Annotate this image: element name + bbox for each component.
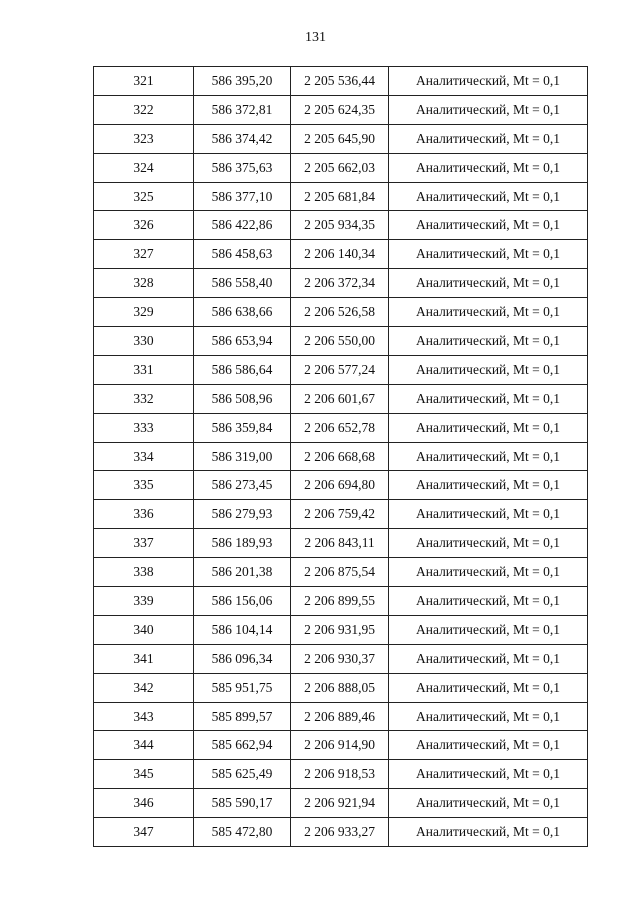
point-number-cell: 326 <box>94 211 194 240</box>
y-coordinate-cell: 2 206 601,67 <box>291 384 389 413</box>
method-cell: Аналитический, Mt = 0,1 <box>389 789 588 818</box>
table-row <box>94 182 588 211</box>
y-coordinate-cell: 2 206 888,05 <box>291 673 389 702</box>
table-row <box>94 327 588 356</box>
method-cell: Аналитический, Mt = 0,1 <box>389 500 588 529</box>
x-coordinate-cell: 586 638,66 <box>194 298 291 327</box>
method-cell: Аналитический, Mt = 0,1 <box>389 731 588 760</box>
y-coordinate-cell: 2 206 933,27 <box>291 818 389 847</box>
table-row <box>94 500 588 529</box>
point-number-cell: 336 <box>94 500 194 529</box>
table-row <box>94 355 588 384</box>
method-cell: Аналитический, Mt = 0,1 <box>389 702 588 731</box>
point-number-cell: 321 <box>94 67 194 96</box>
page-number: 131 <box>305 30 326 45</box>
point-number-cell: 331 <box>94 355 194 384</box>
table-row <box>94 211 588 240</box>
y-coordinate-cell: 2 205 934,35 <box>291 211 389 240</box>
x-coordinate-cell: 586 273,45 <box>194 471 291 500</box>
x-coordinate-cell: 586 458,63 <box>194 240 291 269</box>
x-coordinate-cell: 586 395,20 <box>194 67 291 96</box>
table-row <box>94 731 588 760</box>
point-number-cell: 328 <box>94 269 194 298</box>
x-coordinate-cell: 586 558,40 <box>194 269 291 298</box>
table-row <box>94 384 588 413</box>
y-coordinate-cell: 2 206 372,34 <box>291 269 389 298</box>
coordinates-table-body <box>94 67 588 847</box>
point-number-cell: 330 <box>94 327 194 356</box>
point-number-cell: 327 <box>94 240 194 269</box>
method-cell: Аналитический, Mt = 0,1 <box>389 587 588 616</box>
table-row <box>94 702 588 731</box>
y-coordinate-cell: 2 206 918,53 <box>291 760 389 789</box>
x-coordinate-cell: 586 374,42 <box>194 124 291 153</box>
table-row <box>94 760 588 789</box>
method-cell: Аналитический, Mt = 0,1 <box>389 818 588 847</box>
point-number-cell: 344 <box>94 731 194 760</box>
x-coordinate-cell: 586 372,81 <box>194 95 291 124</box>
y-coordinate-cell: 2 206 140,34 <box>291 240 389 269</box>
point-number-cell: 335 <box>94 471 194 500</box>
method-cell: Аналитический, Mt = 0,1 <box>389 471 588 500</box>
method-cell: Аналитический, Mt = 0,1 <box>389 442 588 471</box>
table-row <box>94 789 588 818</box>
y-coordinate-cell: 2 206 652,78 <box>291 413 389 442</box>
x-coordinate-cell: 585 951,75 <box>194 673 291 702</box>
point-number-cell: 337 <box>94 529 194 558</box>
x-coordinate-cell: 585 899,57 <box>194 702 291 731</box>
point-number-cell: 333 <box>94 413 194 442</box>
table-row <box>94 442 588 471</box>
method-cell: Аналитический, Mt = 0,1 <box>389 529 588 558</box>
point-number-cell: 345 <box>94 760 194 789</box>
point-number-cell: 340 <box>94 615 194 644</box>
method-cell: Аналитический, Mt = 0,1 <box>389 355 588 384</box>
table-row <box>94 818 588 847</box>
method-cell: Аналитический, Mt = 0,1 <box>389 124 588 153</box>
method-cell: Аналитический, Mt = 0,1 <box>389 153 588 182</box>
point-number-cell: 323 <box>94 124 194 153</box>
table-row <box>94 67 588 96</box>
table-row <box>94 529 588 558</box>
point-number-cell: 347 <box>94 818 194 847</box>
table-row <box>94 413 588 442</box>
y-coordinate-cell: 2 206 550,00 <box>291 327 389 356</box>
method-cell: Аналитический, Mt = 0,1 <box>389 615 588 644</box>
y-coordinate-cell: 2 206 759,42 <box>291 500 389 529</box>
x-coordinate-cell: 586 279,93 <box>194 500 291 529</box>
x-coordinate-cell: 586 104,14 <box>194 615 291 644</box>
y-coordinate-cell: 2 205 624,35 <box>291 95 389 124</box>
y-coordinate-cell: 2 205 662,03 <box>291 153 389 182</box>
method-cell: Аналитический, Mt = 0,1 <box>389 269 588 298</box>
table-row <box>94 644 588 673</box>
x-coordinate-cell: 586 096,34 <box>194 644 291 673</box>
y-coordinate-cell: 2 206 921,94 <box>291 789 389 818</box>
x-coordinate-cell: 586 189,93 <box>194 529 291 558</box>
x-coordinate-cell: 585 662,94 <box>194 731 291 760</box>
y-coordinate-cell: 2 206 694,80 <box>291 471 389 500</box>
point-number-cell: 342 <box>94 673 194 702</box>
x-coordinate-cell: 586 377,10 <box>194 182 291 211</box>
table-row <box>94 153 588 182</box>
table-row <box>94 298 588 327</box>
x-coordinate-cell: 586 156,06 <box>194 587 291 616</box>
y-coordinate-cell: 2 206 931,95 <box>291 615 389 644</box>
x-coordinate-cell: 586 586,64 <box>194 355 291 384</box>
table-row <box>94 240 588 269</box>
point-number-cell: 343 <box>94 702 194 731</box>
y-coordinate-cell: 2 205 681,84 <box>291 182 389 211</box>
point-number-cell: 324 <box>94 153 194 182</box>
method-cell: Аналитический, Mt = 0,1 <box>389 413 588 442</box>
point-number-cell: 325 <box>94 182 194 211</box>
table-row <box>94 269 588 298</box>
y-coordinate-cell: 2 206 930,37 <box>291 644 389 673</box>
method-cell: Аналитический, Mt = 0,1 <box>389 644 588 673</box>
point-number-cell: 346 <box>94 789 194 818</box>
method-cell: Аналитический, Mt = 0,1 <box>389 298 588 327</box>
y-coordinate-cell: 2 205 645,90 <box>291 124 389 153</box>
method-cell: Аналитический, Mt = 0,1 <box>389 760 588 789</box>
method-cell: Аналитический, Mt = 0,1 <box>389 558 588 587</box>
method-cell: Аналитический, Mt = 0,1 <box>389 673 588 702</box>
point-number-cell: 332 <box>94 384 194 413</box>
method-cell: Аналитический, Mt = 0,1 <box>389 182 588 211</box>
coordinates-table <box>93 66 588 847</box>
x-coordinate-cell: 585 472,80 <box>194 818 291 847</box>
x-coordinate-cell: 586 422,86 <box>194 211 291 240</box>
point-number-cell: 341 <box>94 644 194 673</box>
x-coordinate-cell: 586 375,63 <box>194 153 291 182</box>
method-cell: Аналитический, Mt = 0,1 <box>389 95 588 124</box>
x-coordinate-cell: 585 625,49 <box>194 760 291 789</box>
method-cell: Аналитический, Mt = 0,1 <box>389 240 588 269</box>
table-row <box>94 558 588 587</box>
y-coordinate-cell: 2 206 577,24 <box>291 355 389 384</box>
x-coordinate-cell: 586 653,94 <box>194 327 291 356</box>
table-row <box>94 471 588 500</box>
method-cell: Аналитический, Mt = 0,1 <box>389 211 588 240</box>
y-coordinate-cell: 2 206 914,90 <box>291 731 389 760</box>
point-number-cell: 339 <box>94 587 194 616</box>
table-row <box>94 673 588 702</box>
x-coordinate-cell: 586 508,96 <box>194 384 291 413</box>
x-coordinate-cell: 586 359,84 <box>194 413 291 442</box>
y-coordinate-cell: 2 206 899,55 <box>291 587 389 616</box>
point-number-cell: 338 <box>94 558 194 587</box>
y-coordinate-cell: 2 206 668,68 <box>291 442 389 471</box>
y-coordinate-cell: 2 206 875,54 <box>291 558 389 587</box>
point-number-cell: 322 <box>94 95 194 124</box>
table-row <box>94 615 588 644</box>
y-coordinate-cell: 2 206 526,58 <box>291 298 389 327</box>
table-row <box>94 587 588 616</box>
x-coordinate-cell: 586 201,38 <box>194 558 291 587</box>
y-coordinate-cell: 2 206 843,11 <box>291 529 389 558</box>
x-coordinate-cell: 585 590,17 <box>194 789 291 818</box>
y-coordinate-cell: 2 205 536,44 <box>291 67 389 96</box>
y-coordinate-cell: 2 206 889,46 <box>291 702 389 731</box>
table-row <box>94 95 588 124</box>
method-cell: Аналитический, Mt = 0,1 <box>389 384 588 413</box>
method-cell: Аналитический, Mt = 0,1 <box>389 327 588 356</box>
point-number-cell: 334 <box>94 442 194 471</box>
point-number-cell: 329 <box>94 298 194 327</box>
method-cell: Аналитический, Mt = 0,1 <box>389 67 588 96</box>
x-coordinate-cell: 586 319,00 <box>194 442 291 471</box>
table-row <box>94 124 588 153</box>
